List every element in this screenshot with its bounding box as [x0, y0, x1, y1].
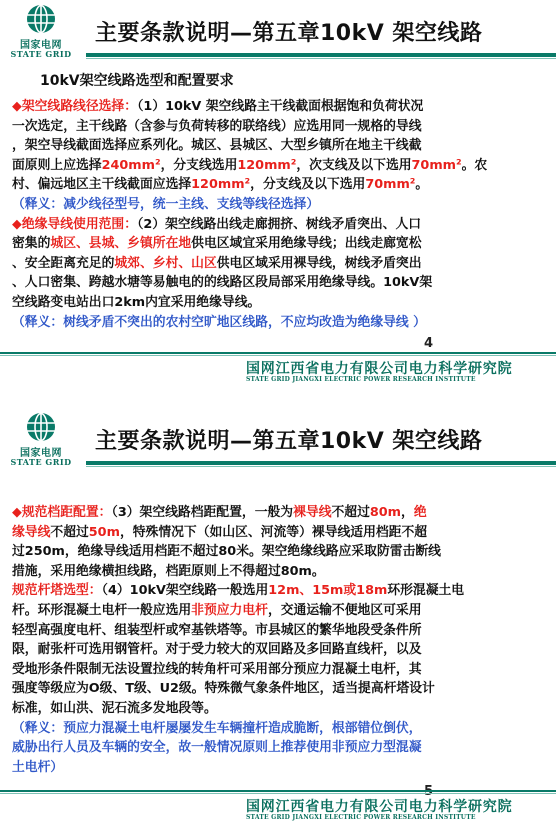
text-run: 供电区域宜采用绝缘导线；出线走廊宽松: [191, 236, 422, 252]
slide-header: [0, 408, 556, 472]
slide-title: 主要条款说明—第五章10kV 架空线路: [95, 429, 483, 454]
text-run: 面原则上应选择: [12, 157, 102, 173]
text-run: 轻型高强度电杆、组装型杆或窄基铁塔等。市县城区的繁华地段受条件所: [12, 622, 422, 638]
text-run: 、安全距离充足的: [12, 255, 115, 271]
text-line: [12, 719, 544, 739]
text-run: （释义：减少线径型号，统一主线、支线等线径选择）: [12, 196, 320, 212]
text-run: 一次选定，主干线路（含参与负荷转移的联络线）应选用同一规格的导线: [12, 118, 422, 134]
footer-org-cn: 国网江西省电力有限公司电力科学研究院: [246, 799, 513, 815]
text-run: 。: [415, 177, 429, 193]
logo-text-en: STATE GRID: [10, 457, 72, 467]
text-run: （3）架空线路档距配置，一般为: [111, 505, 294, 520]
logo-text-cn: 国家电网: [20, 40, 62, 51]
text-line: [12, 679, 544, 699]
text-line: [12, 660, 544, 680]
text-line: [12, 97, 544, 117]
text-run: ，分支线选用: [160, 157, 238, 173]
text-line: [12, 758, 544, 778]
text-run: 70mm²: [411, 157, 462, 173]
text-run: 。农: [461, 157, 488, 173]
text-run: 120mm²: [237, 157, 297, 173]
text-run: 受地形条件限制无法设置拉线的转角杆可采用部分预应力混凝土电杆，其: [12, 661, 422, 677]
text-run: 缘导线: [12, 524, 51, 540]
text-run: 杆。环形混凝土电杆一般应选用: [12, 602, 192, 618]
text-line: [12, 503, 544, 523]
text-line: [12, 117, 544, 137]
text-run: （释义：预应力混凝土电杆屡屡发生车辆撞杆造成脆断，根部错位倒伏，: [12, 720, 422, 736]
text-line: [12, 738, 544, 758]
text-run: 不超过: [331, 505, 370, 520]
text-run: 土电杆）: [12, 759, 64, 775]
footer-divider-thin: [0, 793, 556, 794]
footer-divider: [0, 790, 556, 792]
header-divider: [86, 53, 556, 57]
header-divider: [86, 461, 556, 465]
footer-divider-thin: [0, 355, 556, 356]
slide-body-text: [12, 503, 544, 777]
slide-gap: [0, 392, 556, 408]
text-run: ◆架空线路线径选择：: [12, 99, 138, 114]
text-run: （1）10kV 架空线路主干线截面根据饱和负荷状况: [137, 99, 424, 114]
text-line: [12, 254, 544, 274]
text-run: 标准，如山洪、泥石流多发地段等。: [12, 700, 217, 716]
text-line: [12, 601, 544, 621]
text-run: 不超过: [50, 524, 89, 540]
footer-divider: [0, 352, 556, 354]
slide-header: [0, 0, 556, 64]
text-run: 限，耐张杆可选用钢管杆。对于受力较大的双回路及多回路直线杆，以及: [12, 642, 422, 658]
text-run: 规范杆塔选型：: [12, 583, 102, 599]
text-run: 过250m，绝缘导线适用档距不超过80米。架空绝缘线路应采取防雷击断线: [12, 544, 441, 560]
text-line: [12, 621, 544, 641]
logo-text-en: STATE GRID: [10, 49, 72, 59]
text-line: [12, 313, 544, 333]
text-run: 城区、县城、乡镇所在地: [50, 236, 192, 252]
text-run: 强度等级应为O级、T级、U2级。特殊微气象条件地区，适当提高杆塔设计: [12, 681, 435, 697]
text-line: [12, 562, 544, 582]
text-run: ，分支线及以下选用: [250, 177, 366, 193]
text-run: ，架空导线截面选择应系列化。城区、县城区、大型乡镇所在地主干线截: [12, 138, 422, 154]
text-run: 70mm²: [365, 177, 416, 193]
text-line: [12, 699, 544, 719]
header-divider-thin: [86, 466, 556, 467]
slide-title: 主要条款说明—第五章10kV 架空线路: [95, 21, 483, 46]
text-run: 50m: [88, 524, 120, 540]
text-run: ◆规范档距配置：: [12, 505, 112, 520]
text-run: ◆绝缘导线使用范围：: [12, 216, 138, 232]
text-line: [12, 542, 544, 562]
text-run: 、人口密集、跨越水塘等易触电的的线路区段局部采用绝缘导线。10kV架: [12, 275, 433, 291]
text-run: （4）10kV架空线路一般选用: [101, 583, 269, 599]
text-line: [12, 136, 544, 156]
text-line: [12, 581, 544, 601]
text-run: ，交通运输不便地区可采用: [267, 602, 422, 618]
text-run: （2）架空线路出线走廊拥挤、树线矛盾突出、人口: [137, 216, 422, 232]
slide-body-text: [12, 97, 544, 332]
footer-org-en: STATE GRID JIANGXI ELECTRIC POWER RESEARCH INSTITUTE: [246, 376, 476, 383]
text-run: 村、偏远地区主干线截面应选择: [12, 177, 192, 193]
text-run: 措施，采用绝缘横担线路，档距原则上不得超过80m。: [12, 563, 325, 579]
slide-footer: [0, 336, 556, 384]
text-line: [12, 234, 544, 254]
header-divider-thin: [86, 58, 556, 59]
text-run: ，次支线及以下选用: [296, 157, 412, 173]
text-run: 空线路变电站出口2km内宜采用绝缘导线。: [12, 294, 261, 310]
state-grid-globe-icon: [26, 4, 56, 34]
text-run: 城郊、乡村、山区: [114, 255, 217, 271]
text-line: [12, 175, 544, 195]
text-run: 12m、15m或18m: [268, 583, 388, 599]
text-run: 绝: [413, 505, 427, 520]
text-run: 240mm²: [101, 157, 161, 173]
text-run: 非预应力电杆: [191, 602, 268, 618]
text-line: [12, 273, 544, 293]
text-run: ，特殊情况下（如山区、河流等）裸导线适用档距不超: [119, 524, 428, 540]
section-subtitle: 10kV架空线路选型和配置要求: [40, 73, 234, 89]
slide-footer: [0, 790, 556, 822]
text-line: [12, 156, 544, 176]
state-grid-globe-icon: [26, 412, 56, 442]
text-line: [12, 640, 544, 660]
text-run: 威胁出行人员及车辆的安全，故一般情况原则上推荐使用非预应力型混凝: [12, 740, 422, 756]
text-line: [12, 293, 544, 313]
text-line: [12, 215, 544, 235]
text-line: [12, 195, 544, 215]
text-line: [12, 523, 544, 543]
state-grid-logo: [6, 412, 76, 470]
logo-text-cn: 国家电网: [20, 448, 62, 459]
slide-1: [0, 0, 556, 392]
footer-org-cn: 国网江西省电力有限公司电力科学研究院: [246, 361, 513, 377]
footer-org-en: STATE GRID JIANGXI ELECTRIC POWER RESEARCH INSTITUTE: [246, 814, 476, 821]
text-run: ，: [401, 505, 414, 520]
slide-2: [0, 408, 556, 821]
text-run: 供电区域采用裸导线，树线矛盾突出: [216, 255, 422, 271]
page-number: 4: [424, 336, 434, 351]
state-grid-logo: [6, 4, 76, 62]
text-run: （释义：树线矛盾不突出的农村空旷地区线路，不应均改造为绝缘导线 ）: [12, 314, 426, 330]
text-run: 密集的: [12, 236, 51, 252]
text-run: 80m: [369, 505, 402, 520]
text-run: 120mm²: [191, 177, 251, 193]
text-run: 环形混凝土电: [387, 583, 465, 599]
text-run: 裸导线: [293, 505, 332, 520]
